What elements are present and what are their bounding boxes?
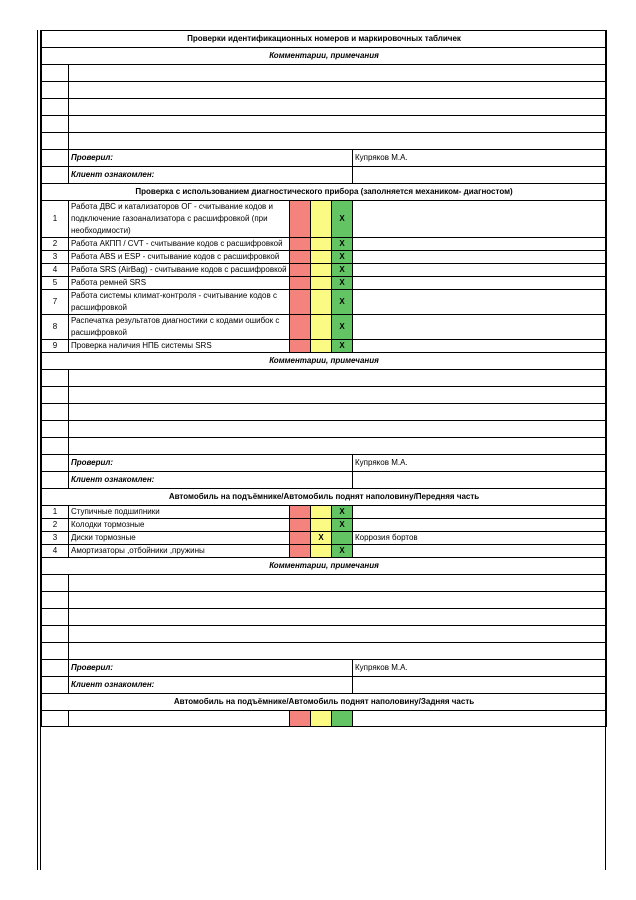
section-title: Автомобиль на подъёмнике/Автомобиль поднят наполовину/Задняя часть bbox=[42, 694, 607, 711]
status-red-cell[interactable] bbox=[290, 532, 311, 545]
comment-row bbox=[42, 116, 607, 133]
item-number: 4 bbox=[42, 264, 69, 277]
status-red-cell[interactable] bbox=[290, 264, 311, 277]
comment-row bbox=[42, 82, 607, 99]
status-red-cell[interactable] bbox=[290, 711, 311, 727]
comment-cell[interactable] bbox=[69, 116, 607, 133]
checklist-row bbox=[42, 290, 607, 315]
status-yellow-cell[interactable] bbox=[311, 315, 332, 340]
comment-cell[interactable] bbox=[69, 592, 607, 609]
item-number: 2 bbox=[42, 238, 69, 251]
comments-header: Комментарии, примечания bbox=[42, 558, 607, 575]
comment-cell[interactable] bbox=[69, 82, 607, 99]
comment-row bbox=[42, 575, 607, 592]
status-yellow-cell[interactable] bbox=[311, 251, 332, 264]
item-number: 3 bbox=[42, 251, 69, 264]
item-number: 9 bbox=[42, 340, 69, 353]
checklist-row bbox=[42, 315, 607, 340]
status-green-cell[interactable]: X bbox=[332, 506, 353, 519]
status-green-cell[interactable] bbox=[332, 532, 353, 545]
item-description: Работа ДВС и катализаторов ОГ - считывание кодов и подключение газоанализатора с расшифровкой (при необходимости) bbox=[69, 201, 290, 238]
comment-cell[interactable] bbox=[69, 575, 607, 592]
item-note[interactable] bbox=[353, 238, 607, 251]
status-green-cell[interactable]: X bbox=[332, 545, 353, 558]
item-description: Работа АКПП / CVT - считывание кодов с расшифровкой bbox=[69, 238, 290, 251]
section-title: Проверка с использованием диагностического прибора (заполняется механиком- диагностом) bbox=[42, 184, 607, 201]
status-red-cell[interactable] bbox=[290, 201, 311, 238]
checked-by-label: Проверил: bbox=[69, 455, 353, 472]
comment-cell[interactable] bbox=[69, 609, 607, 626]
client-acknowledged-label: Клиент ознакомлен: bbox=[69, 677, 353, 694]
comment-row bbox=[42, 421, 607, 438]
comment-row bbox=[42, 626, 607, 643]
rear-partial-row bbox=[42, 711, 607, 727]
checklist-row bbox=[42, 506, 607, 519]
status-green-cell[interactable]: X bbox=[332, 201, 353, 238]
status-green-cell[interactable]: X bbox=[332, 251, 353, 264]
status-yellow-cell[interactable] bbox=[311, 506, 332, 519]
comment-cell[interactable] bbox=[69, 65, 607, 82]
comment-row bbox=[42, 438, 607, 455]
item-note[interactable] bbox=[353, 251, 607, 264]
comment-row bbox=[42, 133, 607, 150]
item-number: 4 bbox=[42, 545, 69, 558]
client-acknowledged-value[interactable] bbox=[353, 677, 607, 694]
client-acknowledged-value[interactable] bbox=[353, 167, 607, 184]
status-green-cell[interactable]: X bbox=[332, 290, 353, 315]
item-description: Распечатка результатов диагностики с кодами ошибок с расшифровкой bbox=[69, 315, 290, 340]
comments-header: Комментарии, примечания bbox=[42, 353, 607, 370]
item-number: 2 bbox=[42, 519, 69, 532]
checked-by-label: Проверил: bbox=[69, 660, 353, 677]
status-red-cell[interactable] bbox=[290, 251, 311, 264]
checklist-row bbox=[42, 340, 607, 353]
comment-cell[interactable] bbox=[69, 387, 607, 404]
comment-row bbox=[42, 609, 607, 626]
item-number: 3 bbox=[42, 532, 69, 545]
checklist-row bbox=[42, 238, 607, 251]
item-note[interactable] bbox=[353, 277, 607, 290]
item-note[interactable] bbox=[353, 506, 607, 519]
client-acknowledged-label: Клиент ознакомлен: bbox=[69, 472, 353, 489]
checklist-row bbox=[42, 277, 607, 290]
checked-by-label: Проверил: bbox=[69, 150, 353, 167]
item-description: Ступичные подшипники bbox=[69, 506, 290, 519]
item-description: Диски тормозные bbox=[69, 532, 290, 545]
status-red-cell[interactable] bbox=[290, 315, 311, 340]
front-items bbox=[42, 506, 607, 558]
item-description: Работа ремней SRS bbox=[69, 277, 290, 290]
status-yellow-cell[interactable] bbox=[311, 545, 332, 558]
status-red-cell[interactable] bbox=[290, 277, 311, 290]
comment-row bbox=[42, 65, 607, 82]
status-green-cell[interactable]: X bbox=[332, 238, 353, 251]
checklist-row bbox=[42, 519, 607, 532]
status-green-cell[interactable]: X bbox=[332, 264, 353, 277]
comments-header: Комментарии, примечания bbox=[42, 48, 607, 65]
status-yellow-cell[interactable] bbox=[311, 711, 332, 727]
status-green-cell[interactable]: X bbox=[332, 277, 353, 290]
status-yellow-cell[interactable] bbox=[311, 264, 332, 277]
item-note[interactable] bbox=[353, 519, 607, 532]
comment-cell[interactable] bbox=[69, 370, 607, 387]
checklist-row bbox=[42, 251, 607, 264]
item-note[interactable] bbox=[353, 340, 607, 353]
client-acknowledged-value[interactable] bbox=[353, 472, 607, 489]
checked-by-value[interactable]: Купряков М.А. bbox=[353, 150, 607, 167]
comment-cell[interactable] bbox=[69, 626, 607, 643]
comment-row bbox=[42, 643, 607, 660]
comment-row bbox=[42, 387, 607, 404]
comment-row bbox=[42, 404, 607, 421]
status-red-cell[interactable] bbox=[290, 519, 311, 532]
item-description: Колодки тормозные bbox=[69, 519, 290, 532]
status-red-cell[interactable] bbox=[290, 238, 311, 251]
item-note[interactable] bbox=[353, 264, 607, 277]
left-page-rule bbox=[37, 30, 38, 870]
comment-cell[interactable] bbox=[69, 643, 607, 660]
status-yellow-cell[interactable] bbox=[311, 277, 332, 290]
item-number: 7 bbox=[42, 290, 69, 315]
inspection-sheet bbox=[41, 30, 606, 727]
item-description: Работа ABS и ESP - считывание кодов с расшифровкой bbox=[69, 251, 290, 264]
status-red-cell[interactable] bbox=[290, 506, 311, 519]
client-acknowledged-label: Клиент ознакомлен: bbox=[69, 167, 353, 184]
section-title: Проверки идентификационных номеров и маркировочных табличек bbox=[42, 31, 607, 48]
status-yellow-cell[interactable] bbox=[311, 340, 332, 353]
status-red-cell[interactable] bbox=[290, 545, 311, 558]
item-number: 1 bbox=[42, 201, 69, 238]
comment-cell[interactable] bbox=[69, 133, 607, 150]
section-title: Автомобиль на подъёмнике/Автомобиль поднят наполовину/Передняя часть bbox=[42, 489, 607, 506]
checked-by-value[interactable]: Купряков М.А. bbox=[353, 455, 607, 472]
item-description: Работа SRS (AirBag) - считывание кодов с расшифровкой bbox=[69, 264, 290, 277]
comment-cell[interactable] bbox=[69, 99, 607, 116]
comment-row bbox=[42, 592, 607, 609]
checklist-row bbox=[42, 201, 607, 238]
item-number: 8 bbox=[42, 315, 69, 340]
status-green-cell[interactable] bbox=[332, 711, 353, 727]
diagnostic-items bbox=[42, 201, 607, 353]
status-green-cell[interactable]: X bbox=[332, 315, 353, 340]
item-note[interactable] bbox=[353, 201, 607, 238]
item-description: Амортизаторы ,отбойники ,пружины bbox=[69, 545, 290, 558]
comment-cell[interactable] bbox=[69, 404, 607, 421]
status-yellow-cell[interactable] bbox=[311, 238, 332, 251]
item-description: Проверка наличия НПБ системы SRS bbox=[69, 340, 290, 353]
comment-cell[interactable] bbox=[69, 438, 607, 455]
status-yellow-cell[interactable] bbox=[311, 201, 332, 238]
status-yellow-cell[interactable]: X bbox=[311, 532, 332, 545]
comment-row bbox=[42, 99, 607, 116]
status-green-cell[interactable]: X bbox=[332, 519, 353, 532]
status-green-cell[interactable]: X bbox=[332, 340, 353, 353]
item-description: Работа системы климат-контроля - считывание кодов с расшифровкой bbox=[69, 290, 290, 315]
item-note[interactable] bbox=[353, 315, 607, 340]
item-note[interactable]: Коррозия бортов bbox=[353, 532, 607, 545]
checklist-row bbox=[42, 264, 607, 277]
item-note[interactable] bbox=[353, 290, 607, 315]
checklist-row bbox=[42, 532, 607, 545]
item-number: 1 bbox=[42, 506, 69, 519]
status-yellow-cell[interactable] bbox=[311, 290, 332, 315]
status-yellow-cell[interactable] bbox=[311, 519, 332, 532]
checklist-row bbox=[42, 545, 607, 558]
status-red-cell[interactable] bbox=[290, 340, 311, 353]
comment-cell[interactable] bbox=[69, 421, 607, 438]
checked-by-value[interactable]: Купряков М.А. bbox=[353, 660, 607, 677]
comment-row bbox=[42, 370, 607, 387]
status-red-cell[interactable] bbox=[290, 290, 311, 315]
item-number: 5 bbox=[42, 277, 69, 290]
item-note[interactable] bbox=[353, 545, 607, 558]
inspection-table bbox=[41, 30, 607, 727]
